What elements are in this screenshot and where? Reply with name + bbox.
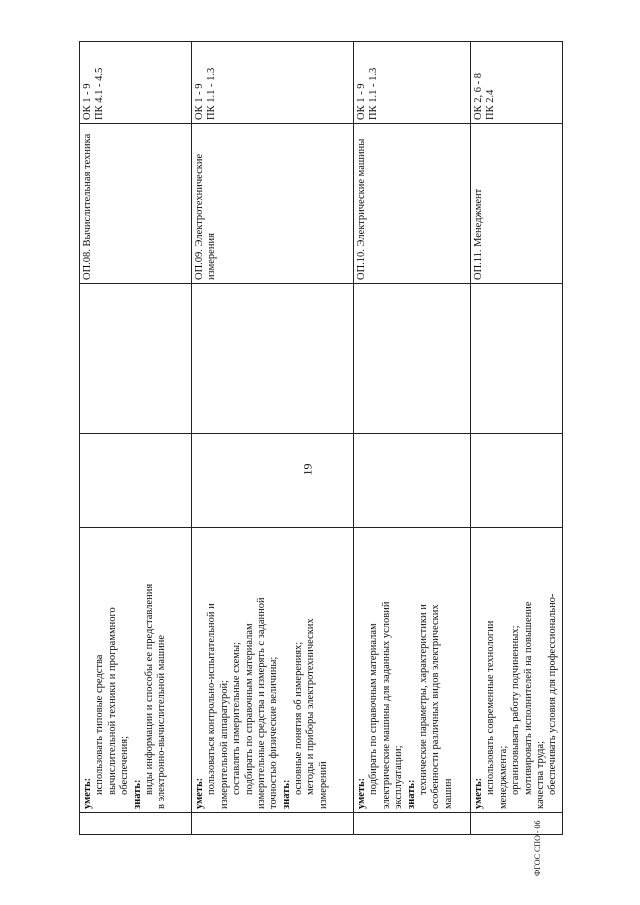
hours-cell bbox=[80, 284, 192, 434]
competency-line: виды информации и способы ее представления bbox=[143, 583, 155, 795]
competency-code: ПК 1.1 - 1.3 bbox=[206, 67, 218, 120]
page-number: 19 bbox=[300, 463, 315, 476]
competency-line: составлять измерительные схемы; bbox=[231, 642, 243, 795]
section-heading: уметь: bbox=[473, 777, 484, 809]
discipline-cell: ОП.08. Вычислительная техника bbox=[80, 124, 192, 284]
section-heading: знать: bbox=[405, 779, 417, 809]
table-row bbox=[80, 42, 192, 835]
section-heading: уметь: bbox=[194, 777, 205, 809]
hours-cell bbox=[354, 284, 471, 434]
section-heading: уметь: bbox=[356, 777, 367, 809]
competency-table bbox=[79, 42, 559, 835]
competency-line: измерительной аппаратурой; bbox=[218, 680, 230, 809]
competency-line: вычислительной техники и программного bbox=[106, 607, 118, 795]
competency-cell bbox=[80, 528, 192, 813]
competency-line: машин bbox=[442, 778, 454, 809]
competency-cell bbox=[471, 528, 563, 813]
codes-cell bbox=[192, 42, 354, 124]
competency-cell bbox=[354, 528, 471, 813]
competency-line: качества труда; bbox=[534, 740, 546, 809]
discipline-cell: ОП.09. Электротехнические измерения bbox=[192, 124, 354, 284]
competency-line: измерительные средства и измерять с заданной bbox=[255, 597, 267, 809]
competency-line: эксплуатации; bbox=[393, 745, 405, 809]
competency-line: использовать современные технологии bbox=[485, 620, 497, 795]
index-cell bbox=[80, 813, 192, 835]
competency-line: особенности различных видов электрических bbox=[430, 604, 442, 809]
table-row bbox=[471, 42, 563, 835]
competency-line: методы и приборы электротехнических bbox=[305, 618, 317, 795]
hours-cell bbox=[471, 284, 563, 434]
competency-line: точностью физические величины; bbox=[268, 656, 280, 809]
section-heading: уметь: bbox=[82, 777, 93, 809]
competency-line: мотивировать исполнителей на повышение bbox=[522, 601, 534, 795]
hours-cell bbox=[80, 434, 192, 528]
index-cell bbox=[354, 813, 471, 835]
competency-line: использовать типовые средства bbox=[94, 654, 106, 795]
competency-line: пользоваться контрольно-испытательной и bbox=[206, 603, 218, 795]
competency-line: технические параметры, характеристики и bbox=[417, 604, 429, 795]
competency-line: в электронно-вычислительной машине bbox=[156, 634, 168, 809]
discipline-cell: ОП.11. Менеджмент bbox=[471, 124, 563, 284]
codes-cell bbox=[354, 42, 471, 124]
index-cell bbox=[471, 813, 563, 835]
competency-code: ПК 4.1 - 4.5 bbox=[94, 67, 106, 120]
competency-line: обеспечивать условия для профессионально- bbox=[547, 593, 559, 795]
competency-code: ОК 1 - 9 bbox=[356, 83, 367, 120]
discipline-cell: ОП.10. Электрические машины bbox=[354, 124, 471, 284]
competency-line: измерений bbox=[317, 761, 329, 809]
competency-line: обеспечения; bbox=[119, 736, 131, 795]
competency-line: организовывать работу подчиненных; bbox=[510, 625, 522, 795]
competency-code: ОК 2, 6 - 8 bbox=[473, 73, 484, 120]
index-cell bbox=[192, 813, 354, 835]
table-row bbox=[192, 42, 354, 835]
hours-cell bbox=[354, 434, 471, 528]
competency-line: менеджмента; bbox=[497, 745, 509, 809]
competency-code: ОК 1 - 9 bbox=[82, 83, 93, 120]
competency-code: ОК 1 - 9 bbox=[194, 83, 205, 120]
section-heading: знать: bbox=[131, 779, 143, 809]
competency-line: подбирать по справочным материалам bbox=[368, 623, 380, 795]
competency-code: ПК 2.4 bbox=[485, 89, 497, 120]
competency-code: ПК 1.1 - 1.3 bbox=[368, 67, 380, 120]
table-row bbox=[354, 42, 471, 835]
competency-cell bbox=[192, 528, 354, 813]
hours-cell bbox=[471, 434, 563, 528]
competency-line: основные понятия об измерениях; bbox=[293, 641, 304, 795]
competency-line: электрические машины для заданных условий bbox=[380, 601, 392, 809]
codes-cell bbox=[80, 42, 192, 124]
section-heading: знать: bbox=[280, 779, 292, 809]
hours-cell bbox=[192, 434, 354, 528]
footer-label: ФГОС СПО - 06 bbox=[533, 820, 542, 876]
hours-cell bbox=[192, 284, 354, 434]
codes-cell bbox=[471, 42, 563, 124]
competency-line: подбирать по справочным материалам bbox=[243, 623, 255, 795]
